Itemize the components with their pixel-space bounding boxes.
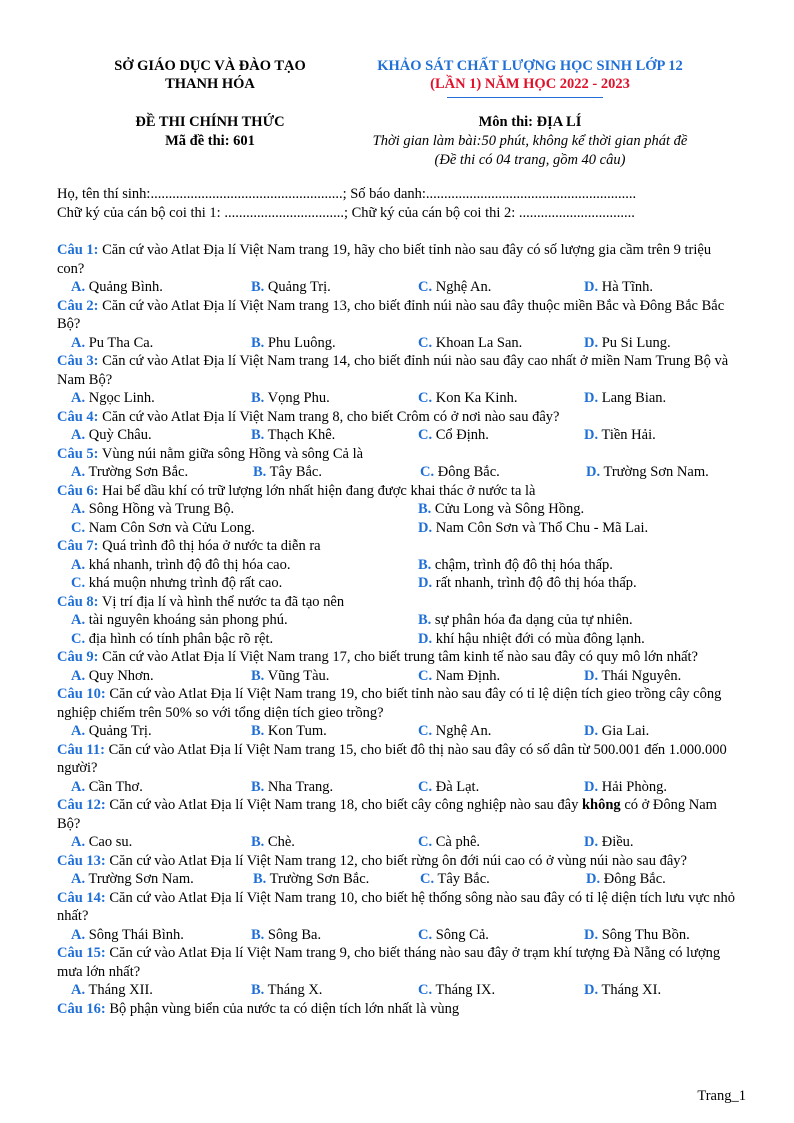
option-c	[418, 833, 480, 852]
option-label: B.	[253, 871, 267, 887]
option-label: D.	[584, 427, 599, 443]
question-text: Vị trí địa lí và hình thể nước ta đã tạo nên	[98, 593, 345, 610]
option-a	[71, 870, 194, 889]
question-number: Câu 1:	[57, 242, 99, 258]
option-c	[71, 519, 255, 538]
option-d	[584, 389, 666, 408]
option-label: D.	[586, 464, 601, 480]
option-label: B.	[251, 926, 265, 943]
question-stem	[57, 685, 737, 722]
option-d	[418, 630, 645, 649]
question-stem	[57, 297, 737, 334]
option-text: Tây Bắc.	[434, 871, 490, 887]
option-label: C.	[71, 519, 86, 536]
option-a	[71, 389, 155, 408]
option-text: Vọng Phu.	[264, 390, 330, 406]
option-c	[418, 334, 522, 353]
option-text: Tháng IX.	[432, 982, 496, 998]
option-c	[418, 426, 489, 445]
option-text: Ngọc Linh.	[85, 390, 155, 406]
option-text: sự phân hóa đa dạng của tự nhiên.	[431, 612, 633, 628]
answer-options	[57, 667, 737, 686]
option-text: Nghệ An.	[432, 723, 492, 739]
option-text: Cao su.	[85, 834, 133, 850]
answer-options	[57, 722, 737, 741]
answer-options	[57, 463, 737, 482]
answer-options	[57, 870, 737, 889]
exam-header	[340, 57, 720, 93]
option-text: Đông Bắc.	[434, 464, 500, 480]
question-list	[57, 241, 737, 1018]
question-text: Bộ phận vùng biển của nước ta có diện tích lớn nhất là vùng	[105, 1000, 460, 1017]
option-label: A.	[71, 834, 86, 850]
option-label: A.	[71, 778, 86, 795]
option-label: D.	[584, 334, 599, 351]
question-stem	[57, 408, 737, 427]
answer-options	[57, 278, 737, 297]
option-text: Sông Cả.	[432, 926, 489, 943]
option-text: Nam Côn Sơn và Cửu Long.	[85, 519, 255, 536]
candidate-name-line: Họ, tên thí sinh:.....................................................; Số báo danh:..........................................................	[57, 186, 637, 202]
option-d	[584, 833, 634, 852]
option-c	[418, 722, 491, 741]
option-b	[418, 500, 584, 519]
option-label: B.	[418, 556, 432, 573]
option-a	[71, 426, 152, 445]
option-d	[584, 722, 649, 741]
question-number: Câu 8:	[57, 593, 99, 610]
question-stem	[57, 241, 737, 278]
option-label: B.	[251, 279, 265, 295]
option-label: D.	[418, 519, 433, 536]
option-text: Phu Luông.	[264, 334, 336, 351]
option-d	[584, 926, 690, 945]
option-c	[418, 981, 495, 1000]
question-stem	[57, 445, 737, 464]
exam-code: Mã đề thi: 601	[165, 133, 255, 149]
option-d	[584, 981, 661, 1000]
question-text: Quá trình đô thị hóa ở nước ta diễn ra	[98, 538, 321, 554]
option-label: D.	[584, 390, 599, 406]
option-text: Chè.	[264, 834, 295, 850]
option-d	[586, 870, 666, 889]
question-stem	[57, 852, 737, 871]
option-label: B.	[251, 334, 265, 351]
option-label: C.	[418, 778, 433, 795]
question-number: Câu 11:	[57, 741, 105, 758]
option-b	[251, 926, 321, 945]
option-a	[71, 981, 153, 1000]
option-label: B.	[251, 778, 265, 795]
question-keyword: không	[581, 797, 621, 813]
option-text: Khoan La San.	[432, 334, 523, 351]
answer-options	[57, 500, 737, 537]
option-label: D.	[584, 926, 599, 943]
option-label: B.	[251, 390, 265, 406]
option-b	[253, 870, 369, 889]
option-label: D.	[584, 723, 599, 739]
option-label: B.	[251, 723, 265, 739]
province-name: THANH HÓA	[165, 76, 255, 92]
option-text: Tháng XI.	[598, 982, 662, 998]
option-b	[251, 389, 330, 408]
question-stem	[57, 1000, 737, 1019]
subject-block	[340, 113, 720, 170]
option-c	[71, 574, 282, 593]
option-label: C.	[418, 834, 433, 850]
option-b	[251, 833, 295, 852]
option-text: khí hậu nhiệt đới có mùa đông lạnh.	[432, 630, 645, 647]
question-number: Câu 16:	[57, 1000, 106, 1017]
option-text: Sông Thái Bình.	[85, 926, 184, 943]
option-label: A.	[71, 871, 86, 887]
option-b	[253, 463, 322, 482]
option-c	[418, 926, 489, 945]
option-d	[584, 334, 671, 353]
question-number: Câu 13:	[57, 852, 106, 869]
option-b	[251, 426, 335, 445]
option-text: Hà Tĩnh.	[598, 279, 654, 295]
question-text: Căn cứ vào Atlat Địa lí Việt Nam trang 17, cho biết trung tâm kinh tế nào sau đây có quy mô lớn nhất?	[98, 649, 698, 665]
option-text: Nha Trang.	[264, 778, 334, 795]
question-stem	[57, 593, 737, 612]
answer-options	[57, 426, 737, 445]
option-text: Nam Côn Sơn và Thổ Chu - Mã Lai.	[432, 519, 649, 536]
option-d	[584, 667, 681, 686]
page-count: (Đề thi có 04 trang, gồm 40 câu)	[434, 152, 626, 168]
official-block	[80, 113, 340, 151]
question-stem	[57, 648, 737, 667]
question-stem	[57, 482, 737, 501]
option-label: C.	[71, 630, 86, 647]
question-text: Hai bể dầu khí có trữ lượng lớn nhất hiện đang được khai thác ở nước ta là	[98, 482, 536, 499]
option-label: A.	[71, 926, 86, 943]
question-number: Câu 7:	[57, 538, 99, 554]
option-label: B.	[251, 667, 265, 684]
question-number: Câu 4:	[57, 408, 99, 425]
header-divider	[447, 97, 603, 98]
option-label: A.	[71, 390, 86, 406]
option-a	[71, 556, 290, 575]
question-text-tail: có ở Đông Nam Bộ?	[57, 797, 717, 832]
option-text: Tháng X.	[264, 982, 323, 998]
question-stem	[57, 537, 737, 556]
option-text: Kon Tum.	[264, 723, 327, 739]
option-text: Cổ Định.	[432, 427, 489, 443]
option-c	[420, 870, 490, 889]
question-number: Câu 3:	[57, 353, 99, 369]
question-text: Căn cứ vào Atlat Địa lí Việt Nam trang 14, cho biết đỉnh núi nào sau đây cao nhất ở miền Nam Trung Bộ và Nam Bộ?	[57, 353, 729, 388]
option-label: D.	[418, 575, 433, 591]
option-label: D.	[586, 871, 601, 887]
question-text: Căn cứ vào Atlat Địa lí Việt Nam trang 15, cho biết đô thị nào sau đây có số dân từ 500.001 đến 1.000.000 người?	[57, 741, 727, 776]
time-allowed: Thời gian làm bài:50 phút, không kể thời gian phát đề	[372, 133, 688, 149]
option-text: Đông Bắc.	[600, 871, 666, 887]
option-text: chậm, trình độ đô thị hóa thấp.	[431, 556, 613, 573]
option-label: A.	[71, 464, 86, 480]
option-text: Nam Định.	[432, 667, 501, 684]
option-label: B.	[251, 834, 265, 850]
option-text: Thạch Khê.	[264, 427, 336, 443]
question-number: Câu 9:	[57, 649, 99, 665]
supervisor-signature-line: Chữ ký của cán bộ coi thi 1: .................................; Chữ ký của cán bộ coi thi 2: ................................	[57, 205, 635, 221]
option-text: Trường Sơn Bắc.	[266, 871, 370, 887]
option-text: Quảng Bình.	[85, 279, 163, 295]
option-c	[418, 278, 491, 297]
option-b	[251, 334, 336, 353]
option-text: Tiền Hải.	[598, 427, 656, 443]
option-label: C.	[71, 575, 86, 591]
option-d	[418, 519, 648, 538]
question-text: Căn cứ vào Atlat Địa lí Việt Nam trang 12, cho biết rừng ôn đới núi cao có ở vùng núi nào sau đây?	[105, 852, 687, 869]
option-text: Trường Sơn Bắc.	[85, 464, 189, 480]
option-text: rất nhanh, trình độ đô thị hóa thấp.	[432, 575, 637, 591]
option-label: D.	[584, 982, 599, 998]
option-b	[251, 722, 327, 741]
question-text: Căn cứ vào Atlat Địa lí Việt Nam trang 10, cho biết hệ thống sông nào sau đây có tỉ lệ diện tích lưu vực nhỏ nhất?	[57, 889, 736, 924]
department-header	[80, 57, 340, 93]
option-text: Sông Thu Bồn.	[598, 926, 690, 943]
option-label: A.	[71, 982, 86, 998]
option-text: Sông Ba.	[264, 926, 322, 943]
option-label: A.	[71, 667, 86, 684]
option-label: C.	[418, 667, 433, 684]
question-number: Câu 5:	[57, 445, 99, 462]
option-label: C.	[418, 279, 433, 295]
exam-round: (LẦN 1) NĂM HỌC 2022 - 2023	[430, 76, 630, 92]
option-text: Quảng Trị.	[85, 723, 152, 739]
option-a	[71, 500, 234, 519]
option-text: Đà Lạt.	[432, 778, 480, 795]
option-label: C.	[418, 334, 433, 351]
answer-options	[57, 981, 737, 1000]
option-a	[71, 722, 152, 741]
option-text: Trường Sơn Nam.	[85, 871, 194, 887]
page-number: Trang_1	[697, 1088, 746, 1104]
option-label: C.	[418, 926, 433, 943]
official-label: ĐỀ THI CHÍNH THỨC	[135, 114, 285, 130]
option-text: Pu Si Lung.	[598, 334, 671, 351]
option-text: Pu Tha Ca.	[85, 334, 154, 351]
answer-options	[57, 833, 737, 852]
option-text: Cửu Long và Sông Hồng.	[431, 501, 585, 517]
option-text: tài nguyên khoáng sản phong phú.	[85, 612, 288, 628]
option-a	[71, 278, 163, 297]
option-text: Cà phê.	[432, 834, 481, 850]
option-a	[71, 833, 132, 852]
option-text: địa hình có tính phân bậc rõ rệt.	[85, 630, 274, 647]
option-text: Hải Phòng.	[598, 778, 667, 795]
option-b	[251, 981, 322, 1000]
answer-options	[57, 778, 737, 797]
answer-options	[57, 334, 737, 353]
subject-name: Môn thi: ĐỊA LÍ	[478, 114, 582, 130]
option-text: Vũng Tàu.	[264, 667, 330, 684]
option-label: A.	[71, 723, 86, 739]
question-number: Câu 2:	[57, 297, 99, 314]
option-text: khá nhanh, trình độ đô thị hóa cao.	[85, 556, 291, 573]
question-number: Câu 12:	[57, 797, 106, 813]
option-text: Gia Lai.	[598, 723, 650, 739]
option-label: A.	[71, 612, 86, 628]
option-text: Trường Sơn Nam.	[600, 464, 709, 480]
option-b	[418, 611, 633, 630]
option-text: Thái Nguyên.	[598, 667, 682, 684]
option-a	[71, 778, 143, 797]
option-b	[251, 278, 331, 297]
option-text: Điều.	[598, 834, 634, 850]
option-label: B.	[418, 501, 432, 517]
option-b	[251, 778, 333, 797]
question-number: Câu 14:	[57, 889, 106, 906]
option-c	[71, 630, 273, 649]
answer-options	[57, 611, 737, 648]
option-text: khá muộn nhưng trình độ rất cao.	[85, 575, 283, 591]
question-stem	[57, 889, 737, 926]
option-text: Tháng XII.	[85, 982, 153, 998]
option-label: C.	[418, 982, 433, 998]
answer-options	[57, 556, 737, 593]
option-label: A.	[71, 279, 86, 295]
option-text: Quảng Trị.	[264, 279, 331, 295]
option-label: B.	[253, 464, 267, 480]
option-label: D.	[584, 778, 599, 795]
answer-options	[57, 389, 737, 408]
option-text: Cần Thơ.	[85, 778, 143, 795]
answer-options	[57, 926, 737, 945]
option-label: C.	[420, 871, 435, 887]
option-text: Lang Bian.	[598, 390, 667, 406]
option-label: C.	[418, 427, 433, 443]
option-label: B.	[418, 612, 432, 628]
option-text: Tây Bắc.	[266, 464, 322, 480]
option-b	[251, 667, 329, 686]
option-d	[584, 278, 653, 297]
option-label: D.	[418, 630, 433, 647]
exam-title: KHẢO SÁT CHẤT LƯỢNG HỌC SINH LỚP 12	[377, 58, 683, 74]
option-a	[71, 611, 288, 630]
option-a	[71, 463, 188, 482]
option-d	[584, 778, 667, 797]
option-b	[418, 556, 613, 575]
question-number: Câu 6:	[57, 482, 99, 499]
option-label: A.	[71, 556, 86, 573]
option-label: D.	[584, 834, 599, 850]
question-text: Căn cứ vào Atlat Địa lí Việt Nam trang 19, hãy cho biết tỉnh nào sau đây có số lượng gia cầm trên 9 triệu con?	[57, 242, 712, 277]
option-a	[71, 334, 153, 353]
department-name: SỞ GIÁO DỤC VÀ ĐÀO TẠO	[114, 58, 306, 74]
question-number: Câu 10:	[57, 686, 106, 702]
option-a	[71, 926, 184, 945]
option-d	[418, 574, 637, 593]
option-label: A.	[71, 501, 86, 517]
question-text: Căn cứ vào Atlat Địa lí Việt Nam trang 8, cho biết Crôm có ở nơi nào sau đây?	[98, 408, 560, 425]
option-label: A.	[71, 334, 86, 351]
option-c	[418, 389, 518, 408]
option-c	[418, 778, 479, 797]
question-text: Căn cứ vào Atlat Địa lí Việt Nam trang 19, cho biết tỉnh nào sau đây có tỉ lệ diện tích gieo trồng cây công nghiệp chiếm trên 50% so với tổng diện tích gieo trồng?	[57, 686, 722, 721]
option-text: Kon Ka Kinh.	[432, 390, 518, 406]
question-text: Căn cứ vào Atlat Địa lí Việt Nam trang 9, cho biết tháng nào sau đây ở trạm khí tượng Đà Nẵng có lượng mưa lớn nhất?	[57, 945, 721, 980]
question-number: Câu 15:	[57, 945, 106, 961]
option-label: B.	[251, 427, 265, 443]
question-stem	[57, 796, 737, 833]
option-label: C.	[418, 723, 433, 739]
question-stem	[57, 352, 737, 389]
option-label: B.	[251, 982, 265, 998]
question-text: Căn cứ vào Atlat Địa lí Việt Nam trang 18, cho biết cây công nghiệp nào sau đây	[105, 797, 582, 813]
option-text: Quỳ Châu.	[85, 427, 152, 443]
question-text: Vùng núi nằm giữa sông Hồng và sông Cả là	[98, 445, 364, 462]
option-text: Nghệ An.	[432, 279, 492, 295]
option-c	[420, 463, 500, 482]
option-label: C.	[420, 464, 435, 480]
option-text: Sông Hồng và Trung Bộ.	[85, 501, 235, 517]
option-d	[584, 426, 656, 445]
option-c	[418, 667, 500, 686]
question-stem	[57, 944, 737, 981]
option-text: Quy Nhơn.	[85, 667, 154, 684]
option-a	[71, 667, 154, 686]
candidate-info	[57, 185, 636, 223]
option-d	[586, 463, 709, 482]
option-label: D.	[584, 279, 599, 295]
question-text: Căn cứ vào Atlat Địa lí Việt Nam trang 13, cho biết đỉnh núi nào sau đây thuộc miền Bắc và Đông Bắc Bắc Bộ?	[57, 297, 725, 332]
option-label: A.	[71, 427, 86, 443]
option-label: C.	[418, 390, 433, 406]
question-stem	[57, 741, 737, 778]
option-label: D.	[584, 667, 599, 684]
